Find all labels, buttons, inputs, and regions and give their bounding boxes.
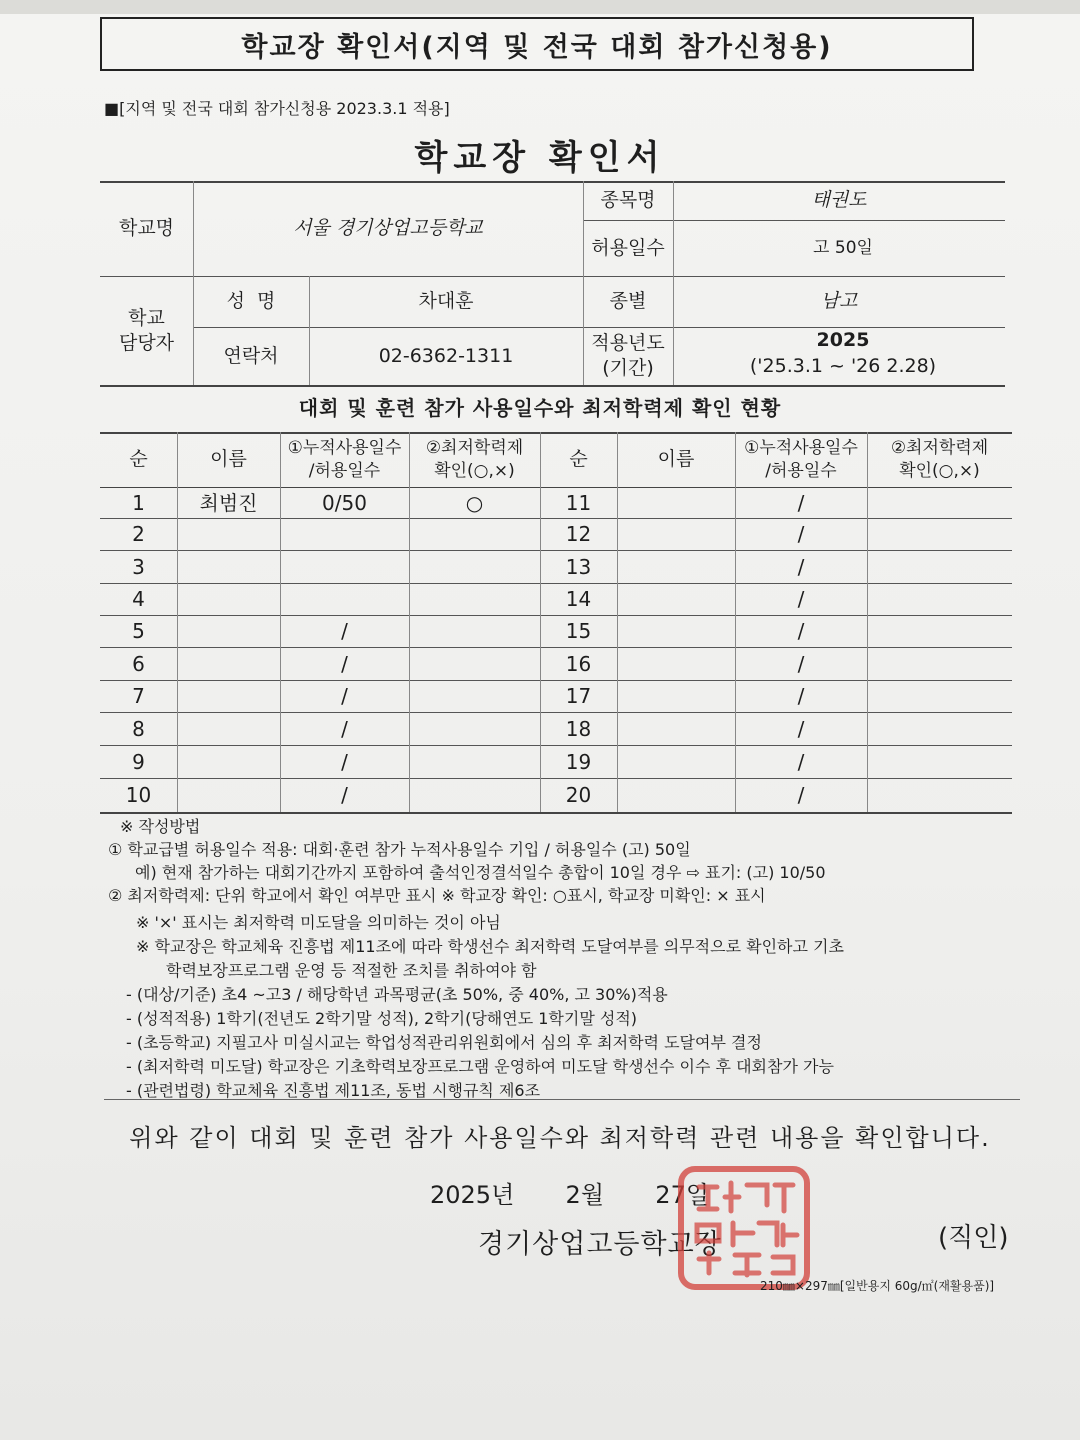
table-cell-check bbox=[867, 647, 1012, 680]
table-cell-name bbox=[177, 583, 280, 615]
note-line: ※ '×' 표시는 최저학력 미도달을 의미하는 것이 아님 bbox=[136, 913, 501, 932]
date-month: 2월 bbox=[565, 1181, 605, 1209]
table-cell-check bbox=[867, 778, 1012, 812]
year-value: 2025 bbox=[816, 329, 870, 351]
table-header: 이름 bbox=[210, 448, 247, 471]
table-cell-check bbox=[867, 680, 1012, 712]
table-cell-days bbox=[280, 550, 409, 583]
table-cell-no: 18 bbox=[565, 716, 592, 741]
notes-divider bbox=[104, 1099, 1020, 1100]
sport-label: 종목명 bbox=[600, 189, 656, 212]
note-line: ① 학교급별 허용일수 적용: 대회·훈련 참가 누적사용일수 기입 / 허용일수 (고) 50일 bbox=[108, 840, 691, 859]
confirmation-statement: 위와 같이 대회 및 훈련 참가 사용일수와 최저학력 관련 내용을 확인합니다. bbox=[129, 1124, 991, 1152]
table-header: 순 bbox=[569, 448, 588, 471]
table-header: 이름 bbox=[657, 448, 695, 471]
table-cell-name bbox=[177, 778, 280, 812]
table-cell-name bbox=[177, 550, 280, 583]
table-cell-name bbox=[177, 518, 280, 550]
table-cell-days: / bbox=[797, 522, 805, 546]
table-cell-name bbox=[177, 615, 280, 647]
official-seal-stamp bbox=[675, 1163, 813, 1293]
note-line: - (최저학력 미도달) 학교장은 기초학력보장프로그램 운영하여 미도달 학생선수 이수 후 대회참가 가능 bbox=[126, 1057, 834, 1076]
period-value: ('25.3.1 ~ '26 2.28) bbox=[749, 355, 937, 377]
table-cell-name bbox=[177, 680, 280, 712]
table-cell-days: / bbox=[797, 651, 805, 676]
category-label: 종별 bbox=[609, 290, 647, 313]
main-title: 학교장 확인서 bbox=[414, 138, 666, 178]
name-value: 차대훈 bbox=[418, 290, 474, 313]
table-bottom-border bbox=[100, 812, 1012, 814]
table-cell-days: / bbox=[797, 587, 805, 611]
table-cell-no: 4 bbox=[132, 587, 145, 611]
table-cell-check bbox=[409, 712, 540, 745]
document-title-box: 학교장 확인서(지역 및 전국 대회 참가신청용) bbox=[100, 17, 974, 71]
note-line: - (초등학교) 지필고사 미실시교는 학업성적관리위원회에서 심의 후 최저학력 도달여부 결정 bbox=[126, 1033, 762, 1052]
table-cell-days: / bbox=[797, 490, 805, 515]
table-cell-check bbox=[409, 745, 540, 778]
contact-label: 연락처 bbox=[223, 344, 279, 367]
date-year: 2025년 bbox=[430, 1181, 515, 1209]
school-value: 서울 경기상업고등학교 bbox=[293, 217, 483, 240]
table-cell-check bbox=[409, 615, 540, 647]
table-cell-days bbox=[280, 583, 409, 615]
table-cell-check bbox=[867, 583, 1012, 615]
table-cell-days: / bbox=[341, 619, 348, 643]
note-line: 예) 현재 참가하는 대회기간까지 포함하여 출석인정결석일수 총합이 10일 경우 ⇨ 표기: (고) 10/50 bbox=[135, 863, 826, 882]
table-header: ①누적사용일수 /허용일수 bbox=[287, 438, 402, 481]
table-cell-no: 5 bbox=[132, 619, 145, 643]
table-cell-no: 19 bbox=[565, 749, 592, 774]
table-cell-name bbox=[617, 550, 735, 583]
note-line: - (관련법령) 학교체육 진흥법 제11조, 동법 시행규칙 제6조 bbox=[126, 1081, 541, 1100]
table-cell-no: 1 bbox=[132, 490, 145, 515]
table-cell-no: 2 bbox=[132, 522, 145, 546]
table-header: ②최저학력제 확인(○,×) bbox=[890, 438, 989, 481]
table-header: ①누적사용일수 /허용일수 bbox=[744, 438, 858, 481]
table-cell-no: 13 bbox=[565, 554, 592, 579]
table-cell-days bbox=[280, 518, 409, 550]
table-cell-no: 10 bbox=[125, 783, 152, 807]
table-cell-no: 20 bbox=[565, 783, 592, 807]
table-header: ②최저학력제 확인(○,×) bbox=[425, 438, 524, 481]
manager-label: 학교 담당자 bbox=[118, 306, 175, 354]
table-cell-days: / bbox=[341, 651, 348, 676]
table-cell-days: / bbox=[797, 619, 805, 643]
seal-label: (직인) bbox=[938, 1223, 1009, 1253]
table-cell-check bbox=[409, 583, 540, 615]
table-cell-days: / bbox=[341, 749, 348, 774]
info-bottom-border bbox=[100, 385, 1005, 387]
table-cell-name bbox=[617, 680, 735, 712]
table-cell-name bbox=[617, 745, 735, 778]
table-cell-name bbox=[177, 647, 280, 680]
table-cell-no: 17 bbox=[565, 684, 592, 708]
table-cell-name bbox=[617, 647, 735, 680]
table-cell-check: ○ bbox=[465, 490, 484, 515]
name-label: 성 명 bbox=[226, 290, 276, 313]
table-header: 순 bbox=[129, 448, 148, 471]
table-cell-name bbox=[177, 712, 280, 745]
sport-value: 태권도 bbox=[811, 189, 867, 212]
table-cell-days: / bbox=[797, 749, 805, 774]
table-cell-no: 16 bbox=[565, 651, 592, 676]
table-cell-check bbox=[409, 778, 540, 812]
table-cell-days: / bbox=[797, 716, 805, 741]
table-cell-check bbox=[409, 680, 540, 712]
table-cell-no: 3 bbox=[132, 554, 145, 579]
table-cell-no: 12 bbox=[565, 522, 592, 546]
instructions-heading: ※ 작성방법 bbox=[120, 817, 201, 836]
note-line: - (대상/기준) 초4 ~고3 / 해당학년 과목평균(초 50%, 중 40%, 고 30%)적용 bbox=[126, 985, 668, 1004]
note-line: - (성적적용) 1학기(전년도 2학기말 성적), 2학기(당해연도 1학기말 성적) bbox=[126, 1009, 638, 1028]
contact-value: 02-6362-1311 bbox=[378, 344, 514, 367]
table-cell-check bbox=[867, 745, 1012, 778]
paper-spec: 210㎜×297㎜[일반용지 60g/㎡(재활용품)] bbox=[760, 1279, 995, 1293]
table-cell-no: 6 bbox=[132, 651, 145, 676]
table-cell-no: 15 bbox=[565, 619, 592, 643]
status-table-title: 대회 및 훈련 참가 사용일수와 최저학력제 확인 현황 bbox=[298, 396, 782, 420]
table-cell-name bbox=[617, 518, 735, 550]
principal-name: 경기상업고등학교장 bbox=[478, 1229, 722, 1260]
table-cell-name bbox=[617, 615, 735, 647]
year-label: 적용년도 (기간) bbox=[591, 332, 665, 379]
table-cell-name bbox=[617, 487, 735, 518]
table-cell-days: / bbox=[797, 783, 805, 807]
table-cell-name bbox=[177, 745, 280, 778]
table-cell-name bbox=[617, 583, 735, 615]
table-cell-days: / bbox=[341, 716, 348, 741]
date-day: 27일 bbox=[655, 1181, 710, 1209]
table-cell-name bbox=[617, 712, 735, 745]
paper-top-edge bbox=[0, 0, 1080, 14]
note-line: ※ 학교장은 학교체육 진흥법 제11조에 따라 학생선수 최저학력 도달여부를 의무적으로 확인하고 기초 bbox=[136, 937, 844, 956]
category-value: 남고 bbox=[820, 290, 858, 313]
table-cell-name: 최범진 bbox=[199, 490, 258, 515]
table-cell-check bbox=[409, 518, 540, 550]
table-cell-check bbox=[867, 518, 1012, 550]
table-cell-check bbox=[409, 647, 540, 680]
table-cell-no: 9 bbox=[132, 749, 145, 774]
table-cell-days: / bbox=[797, 554, 805, 579]
table-cell-check bbox=[867, 487, 1012, 518]
table-cell-days: 0/50 bbox=[322, 490, 367, 515]
table-cell-no: 7 bbox=[132, 684, 145, 708]
table-cell-no: 11 bbox=[565, 490, 592, 515]
table-cell-check bbox=[867, 550, 1012, 583]
allowed-days-value: 고 50일 bbox=[813, 237, 873, 258]
school-label: 학교명 bbox=[118, 217, 175, 240]
confirmation-date bbox=[430, 1175, 709, 1210]
table-cell-check bbox=[867, 712, 1012, 745]
table-cell-days: / bbox=[797, 684, 805, 708]
table-cell-days: / bbox=[341, 783, 348, 807]
note-line: ② 최저학력제: 단위 학교에서 확인 여부만 표시 ※ 학교장 확인: ○표시, 학교장 미확인: × 표시 bbox=[108, 886, 766, 905]
table-cell-days: / bbox=[341, 684, 348, 708]
allowed-days-label: 허용일수 bbox=[591, 236, 665, 259]
table-cell-check bbox=[867, 615, 1012, 647]
table-cell-name bbox=[617, 778, 735, 812]
table-cell-check bbox=[409, 550, 540, 583]
form-subtitle: ■[지역 및 전국 대회 참가신청용 2023.3.1 적용] bbox=[104, 99, 450, 118]
table-cell-no: 14 bbox=[565, 587, 592, 611]
table-cell-no: 8 bbox=[132, 716, 145, 741]
note-line: 학력보장프로그램 운영 등 적절한 조치를 취하여야 함 bbox=[166, 961, 537, 980]
